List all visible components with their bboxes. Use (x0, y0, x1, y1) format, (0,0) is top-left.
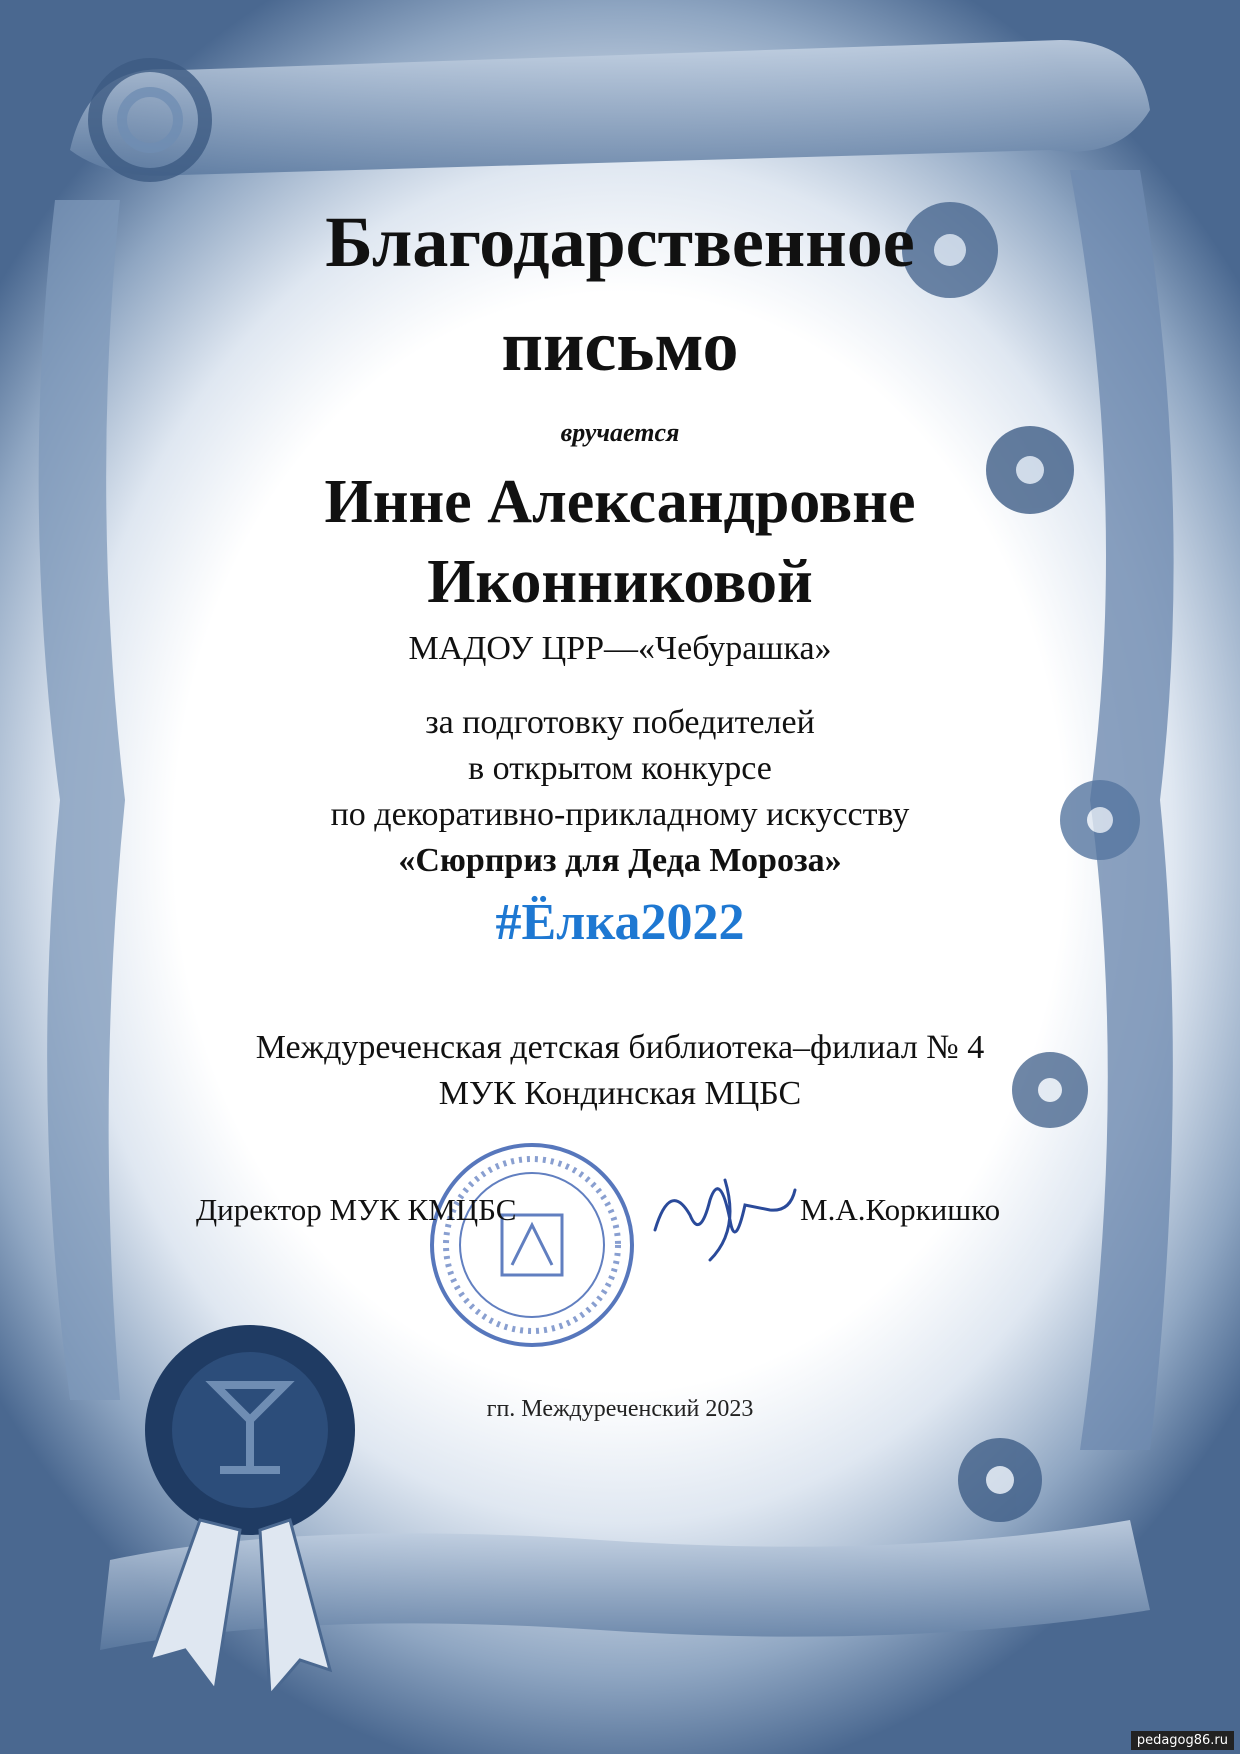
signature-icon (650, 1160, 800, 1270)
recipient-line-1: Инне Александровне (324, 468, 916, 536)
wax-seal (145, 1325, 355, 1695)
signer-title: Директор МУК КМЦБС (196, 1192, 517, 1227)
round-stamp-icon (422, 1135, 642, 1355)
top-scroll-roll (70, 40, 1150, 176)
signer-name: М.А.Коркишко (800, 1192, 1001, 1227)
recipient-organization: МАДОУ ЦРР—«Чебурашка» (408, 630, 832, 667)
certificate-title (0, 190, 1240, 398)
contest-hashtag: #Ёлка2022 (495, 894, 745, 951)
award-reason (0, 700, 1240, 884)
reason-line-3: по декоративно-прикладному искусству (330, 796, 910, 833)
reason-line-1: за подготовку победителей (425, 704, 815, 741)
reason-line-2: в открытом конкурсе (468, 750, 772, 787)
issuer (0, 1025, 1240, 1117)
issuer-line-2: МУК Кондинская МЦБС (438, 1075, 802, 1112)
recipient-name (0, 462, 1240, 622)
recipient-line-2: Иконниковой (427, 548, 813, 616)
contest-name: «Сюрприз для Деда Мороза» (398, 842, 842, 879)
bottom-scroll-roll (100, 1520, 1150, 1650)
issuer-line-1: Междуреченская детская библиотека–филиал № 4 (255, 1029, 985, 1066)
title-line-2: письмо (501, 306, 739, 386)
presented-label: вручается (560, 418, 680, 447)
title-line-1: Благодарственное (325, 202, 915, 282)
site-watermark: pedagog86.ru (1131, 1731, 1234, 1750)
place-year: гп. Междуреченский 2023 (486, 1396, 754, 1422)
